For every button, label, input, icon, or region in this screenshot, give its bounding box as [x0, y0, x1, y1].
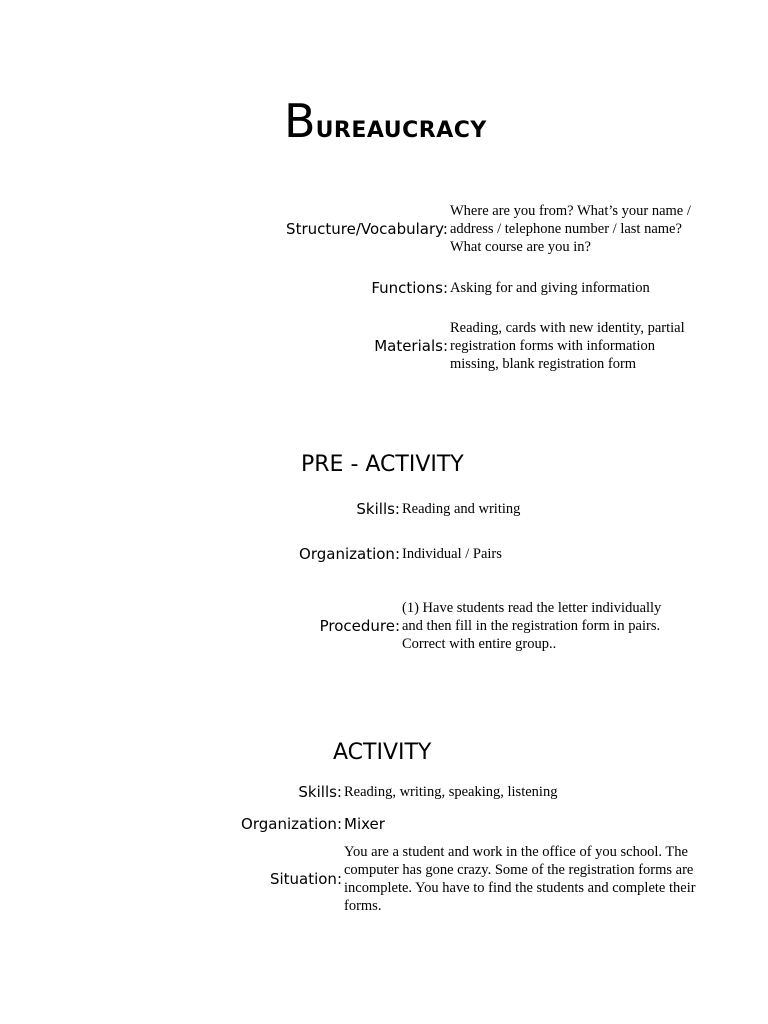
procedure-row — [200, 598, 720, 654]
pre-skills-row — [200, 499, 720, 519]
situation-value: You are a student and work in the office of you school. The computer has gone crazy. Some of the registration forms are incomplete. You have to find the students and complete their forms. — [344, 844, 696, 914]
situation-row — [140, 842, 740, 916]
activity-heading: ACTIVITY — [333, 740, 432, 765]
materials-row — [200, 318, 720, 374]
title-rest: UREAUCRACY — [315, 118, 487, 143]
situation-label: Situation: — [269, 870, 342, 888]
functions-row — [200, 278, 720, 298]
structure-label: Structure/Vocabulary: — [286, 220, 448, 238]
functions-label: Functions: — [371, 279, 448, 297]
pre-activity-heading: PRE - ACTIVITY — [301, 452, 464, 477]
materials-value: Reading, cards with new identity, partial registration forms with information missing, blank registration form — [450, 320, 685, 372]
title-initial: B — [284, 94, 316, 148]
procedure-label: Procedure: — [319, 617, 400, 635]
materials-label: Materials: — [374, 337, 448, 355]
structure-row — [200, 201, 720, 257]
activity-skills-label: Skills: — [298, 783, 342, 801]
activity-skills-value: Reading, writing, speaking, listening — [344, 784, 558, 800]
pre-organization-label: Organization: — [299, 545, 400, 563]
pre-skills-value: Reading and writing — [402, 501, 521, 517]
activity-skills-row — [140, 782, 740, 802]
pre-organization-row — [200, 544, 720, 564]
document-title — [284, 94, 487, 148]
structure-value: Where are you from? What’s your name / address / telephone number / last name? What course are you in? — [450, 203, 691, 255]
activity-organization-row — [140, 814, 740, 834]
pre-skills-label: Skills: — [356, 500, 400, 518]
activity-organization-label: Organization: — [241, 815, 342, 833]
procedure-value: (1) Have students read the letter individually and then fill in the registration form in pairs. Correct with entire group.. — [402, 600, 662, 652]
functions-value: Asking for and giving information — [450, 280, 650, 296]
pre-organization-value: Individual / Pairs — [402, 546, 502, 562]
activity-organization-value: Mixer — [344, 815, 385, 833]
